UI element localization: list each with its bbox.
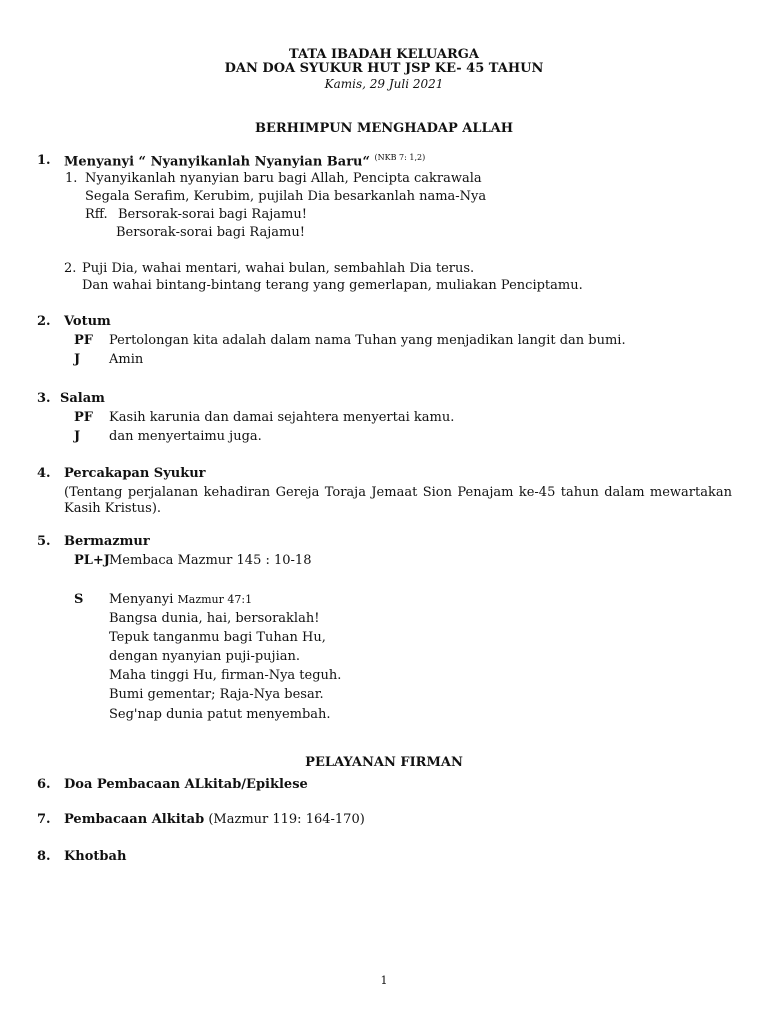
item-label: Menyanyi “ Nyanyikanlah Nyanyian Baru“ [64, 154, 370, 170]
item-number: 6. [37, 777, 51, 792]
menyanyi-label: Menyanyi [109, 592, 174, 607]
role-text: dan menyertaimu juga. [109, 429, 262, 444]
item-label: Pembacaan Alkitab [64, 812, 205, 827]
song-line: dengan nyanyian puji-pujian. [109, 649, 300, 664]
item-number: 1. [37, 153, 51, 168]
verse-number: 1. [65, 171, 78, 186]
role-text: Amin [109, 352, 144, 367]
role-label: PF [74, 410, 94, 425]
item-heading-percakapan: Percakapan Syukur [64, 466, 206, 481]
document-date: Kamis, 29 Juli 2021 [324, 77, 444, 91]
item-heading-doa: Doa Pembacaan ALkitab/Epiklese [64, 777, 308, 792]
refrain-line: Bersorak-sorai bagi Rajamu! [118, 207, 307, 222]
item-heading-bermazmur: Bermazmur [64, 534, 150, 549]
song-line: Bumi gementar; Raja-Nya besar. [109, 687, 324, 702]
role-label: PF [74, 333, 94, 348]
item-heading-votum: Votum [64, 314, 111, 329]
verse-line: Segala Serafim, Kerubim, pujilah Dia besarkanlah nama-Nya [85, 189, 487, 204]
refrain-label: Rff. [85, 207, 108, 222]
item-number: 8. [37, 849, 51, 864]
refrain-line: Bersorak-sorai bagi Rajamu! [116, 225, 305, 240]
item-number: 7. [37, 812, 51, 827]
role-text: Kasih karunia dan damai sejahtera menyertai kamu. [109, 410, 455, 425]
item-number: 4. [37, 466, 51, 481]
song-line: Tepuk tanganmu bagi Tuhan Hu, [109, 630, 326, 645]
verse-line: Puji Dia, wahai mentari, wahai bulan, sembahlah Dia terus. [82, 261, 475, 276]
song-line: Seg'nap dunia patut menyembah. [109, 707, 331, 722]
item-number: 3. [37, 391, 51, 406]
item-heading-menyanyi [64, 153, 425, 170]
role-label: PL+J [74, 553, 110, 568]
verse-line: Nyanyikanlah nyanyian baru bagi Allah, Pencipta cakrawala [85, 171, 482, 186]
verse-line: Dan wahai bintang-bintang terang yang gemerlapan, muliakan Penciptamu. [82, 278, 583, 293]
scripture-reference: (Mazmur 119: 164-170) [208, 812, 365, 827]
role-text: Membaca Mazmur 145 : 10-18 [109, 553, 312, 568]
item-heading-salam: Salam [60, 391, 105, 406]
item-number: 2. [37, 314, 51, 329]
item-heading-pembacaan [64, 812, 365, 828]
song-line: Bangsa dunia, hai, bersoraklah! [109, 611, 320, 626]
role-text: Pertolongan kita adalah dalam nama Tuhan yang menjadikan langit dan bumi. [109, 333, 626, 348]
role-label: J [74, 352, 81, 367]
role-label: J [74, 429, 81, 444]
item-number: 5. [37, 534, 51, 549]
page-number: 1 [380, 974, 388, 987]
song-line: Maha tinggi Hu, firman-Nya teguh. [109, 668, 342, 683]
psalm-reference: Mazmur 47:1 [177, 593, 253, 606]
document-subtitle: DAN DOA SYUKUR HUT JSP KE- 45 TAHUN [224, 61, 544, 76]
role-text [109, 592, 252, 608]
section-heading-berhimpun: BERHIMPUN MENGHADAP ALLAH [254, 121, 514, 136]
role-label: S [74, 592, 84, 607]
verse-number: 2. [64, 261, 77, 276]
percakapan-text: (Tentang perjalanan kehadiran Gereja Toraja Jemaat Sion Penajam ke-45 tahun dalam mewartakan Kasih Kristus). [64, 485, 732, 516]
hymn-reference: (NKB 7: 1,2) [374, 153, 426, 162]
section-heading-pelayanan: PELAYANAN FIRMAN [305, 755, 463, 770]
document-title: TATA IBADAH KELUARGA [289, 47, 479, 62]
item-heading-khotbah: Khotbah [64, 849, 127, 864]
